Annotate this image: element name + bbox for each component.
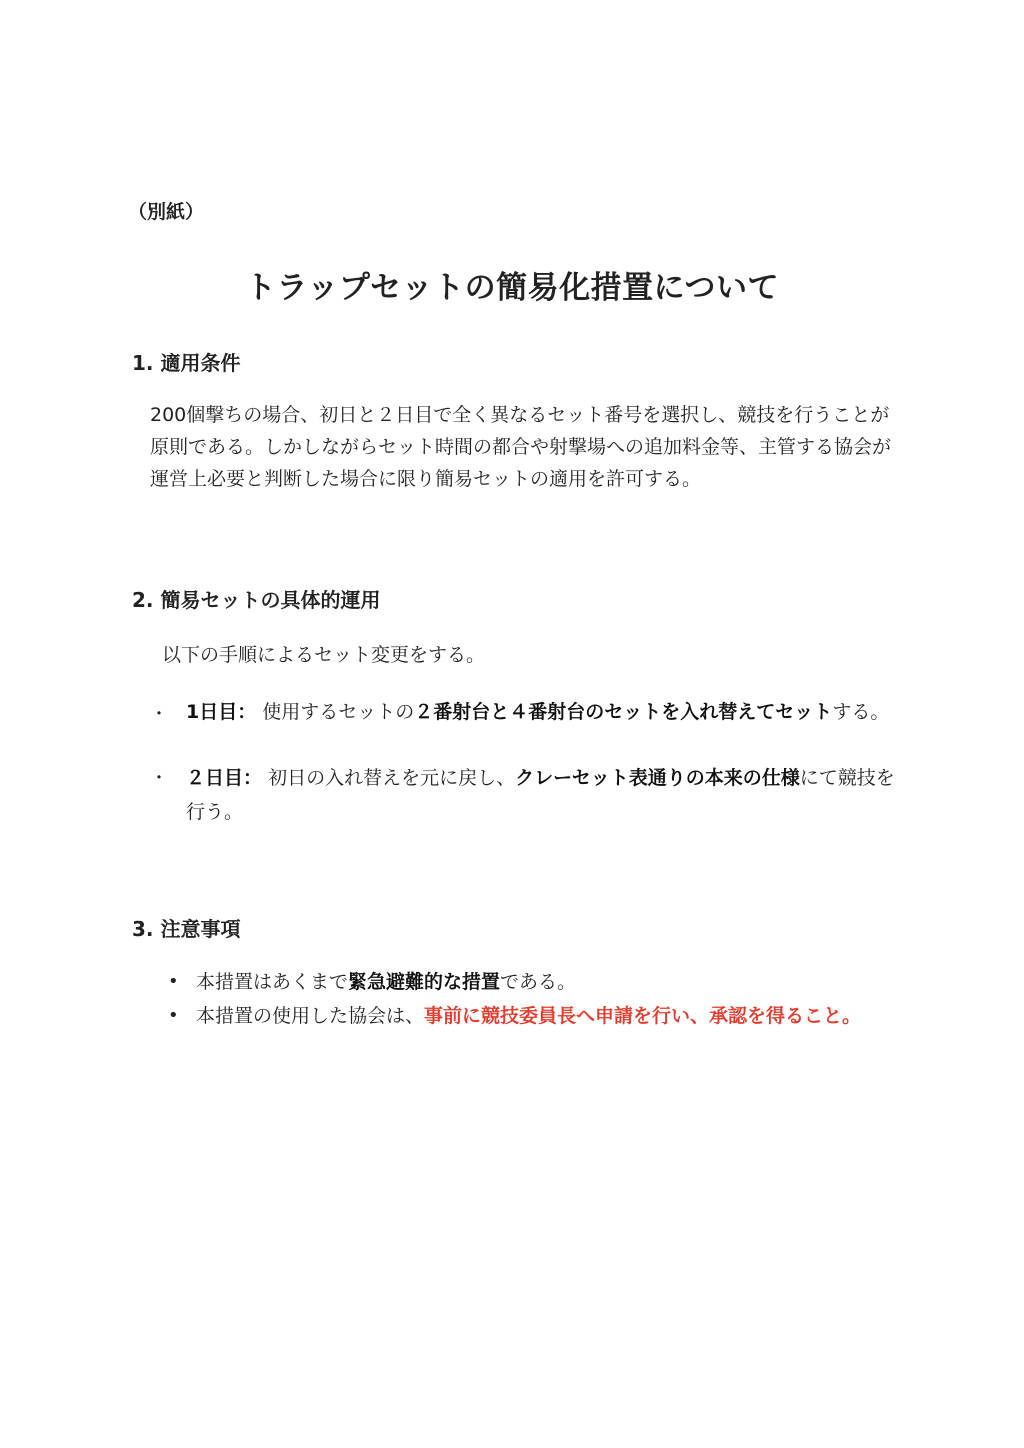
list-item-note2: [196, 1001, 861, 1028]
day2-label: ２日目：: [186, 767, 263, 789]
day2-text-c: にて競技を: [799, 767, 895, 789]
section-3-heading: 3. 注意事項: [132, 917, 241, 941]
note2-text-a: 本措置の使用した協会は、: [196, 1005, 425, 1027]
bullet-day1: ・: [150, 704, 168, 725]
bullet-note1: •: [168, 971, 179, 992]
bullet-note2: •: [168, 1005, 179, 1026]
bullet-day2: ・: [150, 768, 168, 789]
section-1-line-2: 原則である。しかしながらセット時間の都合や射撃場への追加料金等、主管する協会が: [150, 436, 892, 458]
list-item-note1: [196, 967, 576, 994]
note1-text-a: 本措置はあくまで: [196, 971, 349, 993]
document-title: トラップセットの簡易化措置について: [245, 270, 779, 306]
note2-alert-b: 事前に競技委員長へ申請を行い、承認を得ること。: [424, 1005, 862, 1027]
day2-line-2: 行う。: [186, 801, 244, 823]
day1-text-c: する。: [832, 701, 890, 723]
day1-text-a: 使用するセットの: [262, 701, 415, 723]
day2-bold-b: クレーセット表通りの本来の仕様: [515, 767, 800, 789]
day2-line-1: [186, 761, 895, 795]
day2-text-a: 初日の入れ替えを元に戻し、: [268, 767, 516, 789]
section-1-line-1: 200個撃ちの場合、初日と２日目で全く異なるセット番号を選択し、競技を行うことが: [150, 404, 890, 426]
day1-label: 1日目：: [186, 701, 257, 723]
note1-bold-b: 緊急避難的な措置: [348, 971, 501, 993]
note1-text-c: である。: [500, 971, 577, 993]
list-item-day2: [186, 761, 895, 829]
day1-bold-b: ２番射台と４番射台のセットを入れ替えてセット: [414, 701, 833, 723]
list-item-day1: [186, 697, 889, 724]
section-2-intro: 以下の手順によるセット変更をする。: [162, 644, 486, 666]
section-1-paragraph: [150, 399, 891, 495]
section-1-heading: 1. 適用条件: [132, 351, 241, 375]
section-2-heading: 2. 簡易セットの具体的運用: [132, 588, 381, 612]
attachment-label: （別紙）: [128, 201, 205, 223]
section-1-line-3: 運営上必要と判断した場合に限り簡易セットの適用を許可する。: [150, 468, 702, 490]
